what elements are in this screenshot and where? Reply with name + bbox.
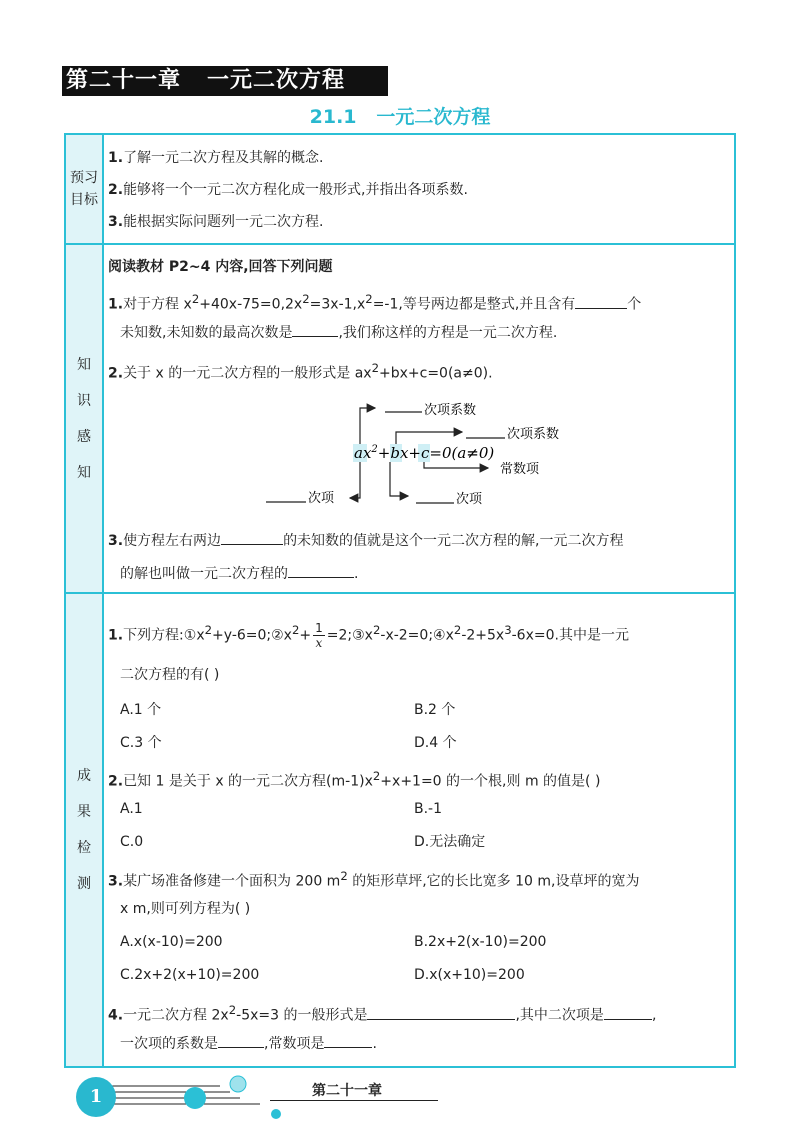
preview-item: 1.了解一元二次方程及其解的概念. <box>108 150 324 166</box>
check-q1-line1: 1.下列方程$:①x^2+y-6=0;②x^2+$ $\frac{1}{x}$ $=2;③x^2-x-2=0;④x^2-2+5x^3-6x=0$.其中是一元 <box>108 621 629 651</box>
arrow-quad-term <box>350 462 360 498</box>
answer-blank[interactable] <box>288 563 354 578</box>
footer-decoration <box>60 1074 460 1124</box>
row-divider <box>64 592 736 594</box>
option[interactable]: A.1 <box>120 801 143 817</box>
answer-blank[interactable] <box>324 1033 372 1048</box>
knowledge-q3-line2: 的解也叫做一元二次方程的 . <box>120 563 358 584</box>
answer-blank[interactable] <box>575 294 627 309</box>
label-lin-term: 次项 <box>456 492 483 507</box>
option[interactable]: A.1 个 <box>120 702 162 718</box>
option[interactable]: D.x(x+10)=200 <box>414 967 525 983</box>
preview-label: 预习 目标 <box>66 135 102 243</box>
label-quad-term: 次项 <box>308 491 335 506</box>
option[interactable]: D.4 个 <box>414 735 457 751</box>
option[interactable]: B.-1 <box>414 801 443 817</box>
answer-blank[interactable] <box>367 1005 515 1020</box>
diagram-equation: $ax^2+bx+c=0(a\ne 0)$ <box>354 444 495 462</box>
general-form-diagram <box>250 398 590 518</box>
chapter-banner: 第二十一章 一元二次方程 <box>62 66 388 96</box>
check-q3-line2: x m,则可列方程为( ) <box>120 901 251 917</box>
preview-item: 3.能根据实际问题列一元二次方程. <box>108 214 324 230</box>
footer-chapter: 第二十一章 <box>312 1083 382 1099</box>
arrow-lin-coef <box>396 432 462 444</box>
option[interactable]: D.无法确定 <box>414 834 486 850</box>
check-q1-line2: 二次方程的有( ) <box>120 667 220 683</box>
check-q4-line2: 一次项的系数是 ,常数项是 . <box>120 1033 377 1054</box>
knowledge-q2: 2.关于 x 的一元二次方程的一般形式是 $ax^2+bx+c=0(a\ne 0)$. <box>108 361 493 382</box>
preview-item: 2.能够将一个一元二次方程化成一般形式,并指出各项系数. <box>108 182 468 198</box>
answer-blank[interactable] <box>221 530 283 545</box>
page-number: 1 <box>76 1077 116 1117</box>
knowledge-q1-line1: 1.对于方程 $x^2+40x-75=0,2x^2=3x-1,x^2=-1$,等号两边都是整式,并且含有 个 <box>108 292 642 313</box>
footer-underline <box>270 1100 438 1101</box>
row-divider <box>64 243 736 245</box>
label-quad-coef: 次项系数 <box>424 403 477 418</box>
answer-blank[interactable] <box>292 322 338 337</box>
answer-blank[interactable] <box>218 1033 264 1048</box>
option[interactable]: A.x(x-10)=200 <box>120 934 223 950</box>
check-q2-line1: 2.已知 1 是关于 x 的一元二次方程$(m-1)x^2+x+1=0$ 的一个根,则 m 的值是( ) <box>108 769 601 790</box>
column-divider <box>102 133 104 1068</box>
option[interactable]: C.0 <box>120 834 144 850</box>
option[interactable]: C.2x+2(x+10)=200 <box>120 967 260 983</box>
fraction: $\frac{1}{x}$ <box>315 621 323 651</box>
arrow-lin-term <box>390 462 408 496</box>
option[interactable]: B.2x+2(x-10)=200 <box>414 934 547 950</box>
option[interactable]: C.3 个 <box>120 735 162 751</box>
check-label: 成 果 检 测 <box>66 594 102 1066</box>
check-q4-line1: 4.一元二次方程 $2x^2-5x=3$ 的一般形式是 ,其中二次项是 , <box>108 1003 657 1024</box>
knowledge-label: 知 识 感 知 <box>66 245 102 592</box>
knowledge-q1-line2: 未知数,未知数的最高次数是 ,我们称这样的方程是一元二次方程. <box>120 322 557 343</box>
arrow-const <box>424 462 488 468</box>
reading-instruction: 阅读教材 P2~4 内容,回答下列问题 <box>108 259 333 275</box>
label-lin-coef: 次项系数 <box>507 427 560 442</box>
label-const: 常数项 <box>500 462 540 477</box>
option[interactable]: B.2 个 <box>414 702 456 718</box>
arrow-quad-coef <box>360 408 375 444</box>
knowledge-q3-line1: 3.使方程左右两边 的未知数的值就是这个一元二次方程的解,一元二次方程 <box>108 530 624 551</box>
section-title: 21.1 一元二次方程 <box>309 106 491 128</box>
answer-blank[interactable] <box>604 1005 652 1020</box>
check-q3-line1: 3.某广场准备修建一个面积为 200 $m^2$ 的矩形草坪,它的长比宽多 10 m,设草坪的宽为 <box>108 869 640 890</box>
